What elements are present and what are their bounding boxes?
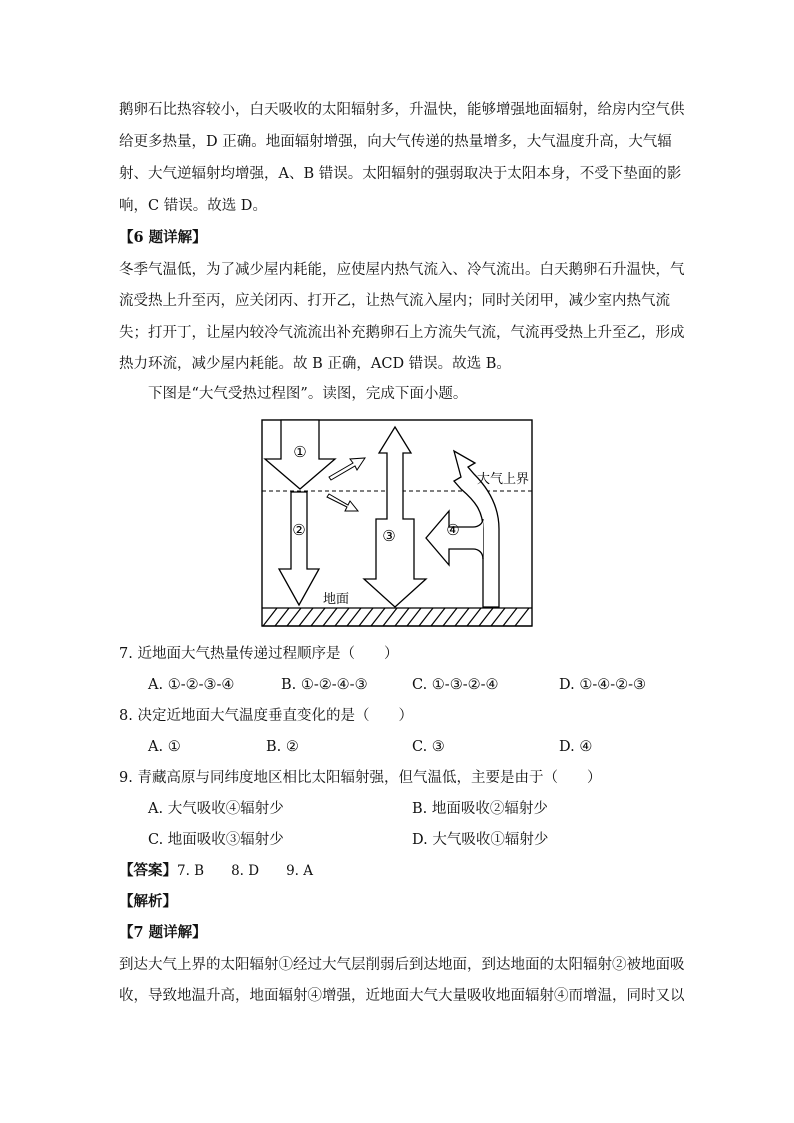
option-d: D. 大气吸收①辐射少	[412, 832, 549, 848]
q7-heading: 【7 题详解】	[119, 924, 207, 941]
text-line: 响，C 错误。故选 D。	[119, 198, 267, 214]
top-of-atmosphere-label: 大气上界	[477, 472, 530, 487]
option-c: C. 地面吸收③辐射少	[148, 832, 284, 848]
atmosphere-heating-diagram	[261, 419, 533, 627]
label-4: ④	[446, 521, 460, 539]
text-line: 给更多热量，D 正确。地面辐射增强，向大气传递的热量增多，大气温度升高，大气辐	[119, 134, 672, 150]
text-line: 射、大气逆辐射均增强，A、B 错误。太阳辐射的强弱取决于太阳本身，不受下垫面的影	[119, 166, 682, 182]
label-1: ①	[293, 443, 307, 461]
question-stem: 8. 决定近地面大气温度垂直变化的是（ ）	[119, 708, 413, 724]
question-stem: 7. 近地面大气热量传递过程顺序是（ ）	[119, 646, 399, 662]
text-line: 热力环流，减少屋内耗能。故 B 正确，ACD 错误。故选 B。	[119, 356, 511, 372]
option-b: B. ②	[266, 739, 299, 755]
text-line: 失；打开丁，让屋内较冷气流流出补充鹅卵石上方流失气流，气流再受热上升至乙，形成	[119, 325, 685, 341]
option-a: A. ①	[148, 739, 181, 755]
text-line: 到达大气上界的太阳辐射①经过大气层削弱后到达地面，到达地面的太阳辐射②被地面吸	[119, 957, 685, 973]
answer-text: 7. B 8. D 9. A	[177, 863, 314, 879]
label-3: ③	[382, 527, 396, 545]
option-a: A. 大气吸收④辐射少	[148, 801, 284, 817]
intro-text: 下图是“大气受热过程图”。读图，完成下面小题。	[148, 386, 468, 402]
ground-label: 地面	[323, 592, 350, 607]
text-line: 收，导致地温升高，地面辐射④增强，近地面大气大量吸收地面辐射④而增温，同时又以	[119, 988, 685, 1004]
answer-label: 【答案】	[119, 862, 177, 879]
analysis-heading: 【解析】	[119, 893, 177, 910]
option-c: C. ①-③-②-④	[412, 677, 499, 693]
answer-line	[119, 861, 313, 881]
option-d: D. ①-④-②-③	[559, 677, 647, 693]
option-c: C. ③	[412, 739, 445, 755]
question-stem: 9. 青藏高原与同纬度地区相比太阳辐射强，但气温低，主要是由于（ ）	[119, 770, 602, 786]
q6-heading: 【6 题详解】	[119, 229, 207, 246]
text-line: 流受热上升至丙，应关闭丙、打开乙，让热气流入屋内；同时关闭甲，减少室内热气流	[119, 293, 670, 309]
text-line: 冬季气温低，为了减少屋内耗能，应使屋内热气流入、冷气流出。白天鹅卵石升温快，气	[119, 262, 685, 278]
option-b: B. 地面吸收②辐射少	[412, 801, 548, 817]
option-d: D. ④	[559, 739, 593, 755]
option-a: A. ①-②-③-④	[148, 677, 235, 693]
text-line: 鹅卵石比热容较小，白天吸收的太阳辐射多，升温快，能够增强地面辐射，给房内空气供	[119, 102, 685, 118]
option-b: B. ①-②-④-③	[281, 677, 368, 693]
label-2: ②	[292, 521, 306, 539]
